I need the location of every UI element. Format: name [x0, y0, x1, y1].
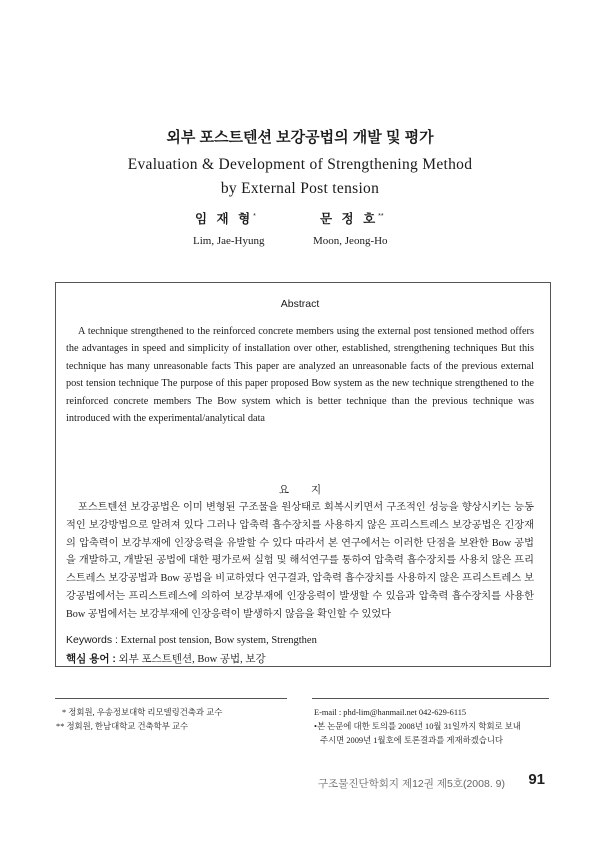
footnote-author-1	[62, 706, 222, 720]
summary-body: 포스트텐션 보강공법은 이미 변형된 구조물을 원상태로 회복시키면서 구조적인 성능을 향상시키는 능동적인 보강방법으로 알려져 있다 그러나 압축력 흡수장치를 사용하지 않은 프리스트레스 보강공법은 긴장재의 압축력이 보강부재에 인장응력을 유발할 수 있다 따라서 본 연구에서는 이러한 단점을 보완한 Bow 공법을 개발하고, 개발된 공법에 대한 평가로써 실험 및 해석연구를 통하여 압축력 흡수장치를 사용치 않은 프리스트레스 보강공법과 Bow 공법을 비교하였다 연구결과, 압축력 흡수장치를 사용하지 않은 프리스트레스 보강공법에서는 프리스트레스에 의하여 보강부재에 인장응력이 발생할 수 있음과 압축력 흡수장치를 사용한 Bow 공법에서는 보강부재에 인장응력이 발생하지 않음을 확인할 수 있었다	[66, 502, 534, 620]
keywords-ko-label: 핵심 용어 :	[66, 653, 116, 665]
journal-info: 구조물진단학회지 제12권 제5호(2008. 9)	[317, 778, 505, 790]
author-2-name: 문 정 호	[320, 212, 379, 226]
footnote-notice-line2: 주시면 2009년 1월호에 토론결과를 게재하겠습니다	[320, 736, 504, 745]
author-2-korean	[320, 209, 384, 227]
author-2-mark: **	[378, 212, 384, 220]
keywords-ko-value: 외부 포스트텐션, Bow 공법, 보강	[118, 654, 266, 665]
notice-bullet: •	[314, 722, 317, 731]
author-1-english: Lim, Jae-Hyung	[193, 235, 265, 247]
footnote-1-text: 정회원, 우송정보대학 리모델링건축과 교수	[68, 708, 223, 717]
title-korean: 외부 포스트텐션 보강공법의 개발 및 평가	[166, 129, 434, 146]
footnote-rule-right	[312, 698, 549, 699]
keywords-korean	[66, 651, 266, 666]
summary-text	[66, 499, 534, 624]
abstract-body: A technique strengthened to the reinforced concrete members using the external post tensioned method offers the advantages in speed and simplicity of installation over other, established, strengthening techniques But this technique has many unreasonable facts This paper are analyzed an unreasonable facts of the previous external post tension technique The purpose of this paper proposed Bow system as the new technique strengthened to the reinforced concrete members The Bow system which is better technique than the previous technique was introduced with the experimental/analytical data	[66, 326, 534, 425]
title-english-line1: Evaluation & Development of Strengthening Method	[127, 156, 473, 173]
keywords-english	[66, 634, 317, 646]
notice-line-1: 본 논문에 대한 토의를 2008년 10월 31일까지 학회로 보내	[316, 722, 521, 731]
footnote-1-mark: *	[62, 708, 67, 717]
page-number: 91	[528, 771, 545, 788]
footnote-author-2	[56, 720, 188, 734]
footnote-2-mark: **	[56, 722, 65, 731]
footnote-rule-left	[55, 698, 287, 699]
footnote-2-text: 정회원, 한남대학교 건축학부 교수	[66, 722, 189, 731]
author-1-korean	[195, 209, 256, 227]
keywords-value: External post tension, Bow system, Strengthen	[120, 635, 317, 646]
footnote-notice	[314, 720, 521, 734]
title-english-line2: by External Post tension	[220, 180, 380, 197]
summary-heading: 요지	[278, 484, 344, 496]
author-2-english: Moon, Jeong-Ho	[313, 235, 388, 247]
keywords-label: Keywords :	[66, 634, 118, 646]
footnote-email: E-mail : phd-lim@hanmail.net 042-629-6115	[314, 708, 467, 717]
author-1-mark: *	[253, 212, 256, 220]
author-1-name: 임 재 형	[195, 212, 254, 226]
abstract-text	[66, 323, 534, 427]
abstract-heading: Abstract	[280, 298, 320, 310]
